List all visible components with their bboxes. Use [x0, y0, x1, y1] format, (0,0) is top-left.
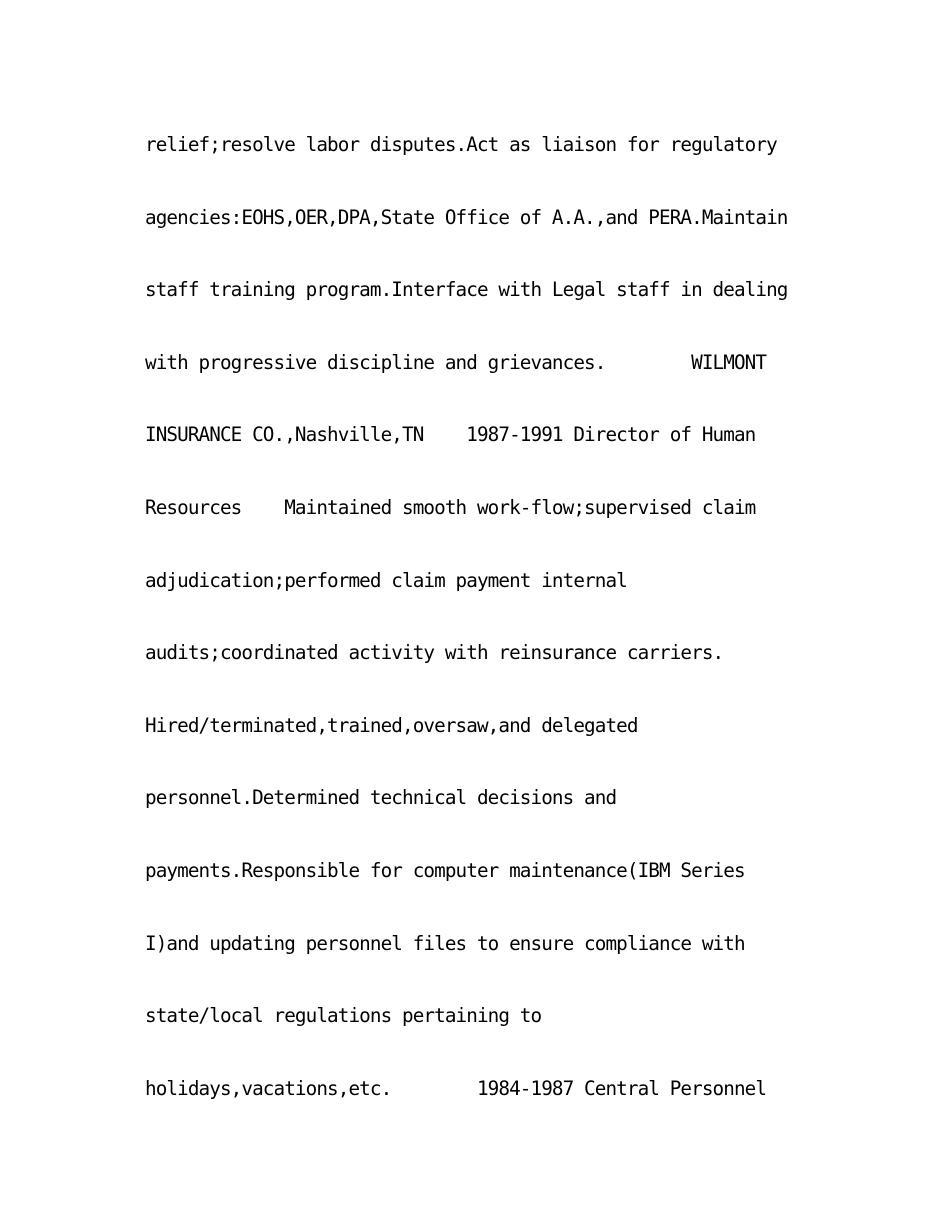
- text-line-8: audits;coordinated activity with reinsurance carriers.: [145, 641, 724, 665]
- text-line-5: INSURANCE CO.,Nashville,TN 1987-1991 Director of Human: [145, 423, 756, 447]
- document-body: [145, 126, 925, 1142]
- text-line-11: payments.Responsible for computer maintenance(IBM Series: [145, 858, 745, 882]
- text-line-3: staff training program.Interface with Legal staff in dealing: [145, 278, 788, 302]
- text-line-10: personnel.Determined technical decisions and: [145, 786, 617, 810]
- text-line-9: Hired/terminated,trained,oversaw,and delegated: [145, 713, 638, 737]
- text-line-12: I)and updating personnel files to ensure compliance with: [145, 931, 745, 955]
- text-line-1: relief;resolve labor disputes.Act as liaison for regulatory: [145, 133, 777, 156]
- text-line-6: Resources Maintained smooth work-flow;supervised claim: [145, 495, 756, 519]
- text-line-7: adjudication;performed claim payment internal: [145, 568, 627, 592]
- text-line-2: agencies:EOHS,OER,DPA,State Office of A.A.,and PERA.Maintain: [145, 205, 788, 229]
- text-line-14: holidays,vacations,etc. 1984-1987 Central Personnel: [145, 1076, 767, 1100]
- text-line-13: state/local regulations pertaining to: [145, 1004, 542, 1028]
- text-line-4: with progressive discipline and grievances. WILMONT: [145, 350, 767, 374]
